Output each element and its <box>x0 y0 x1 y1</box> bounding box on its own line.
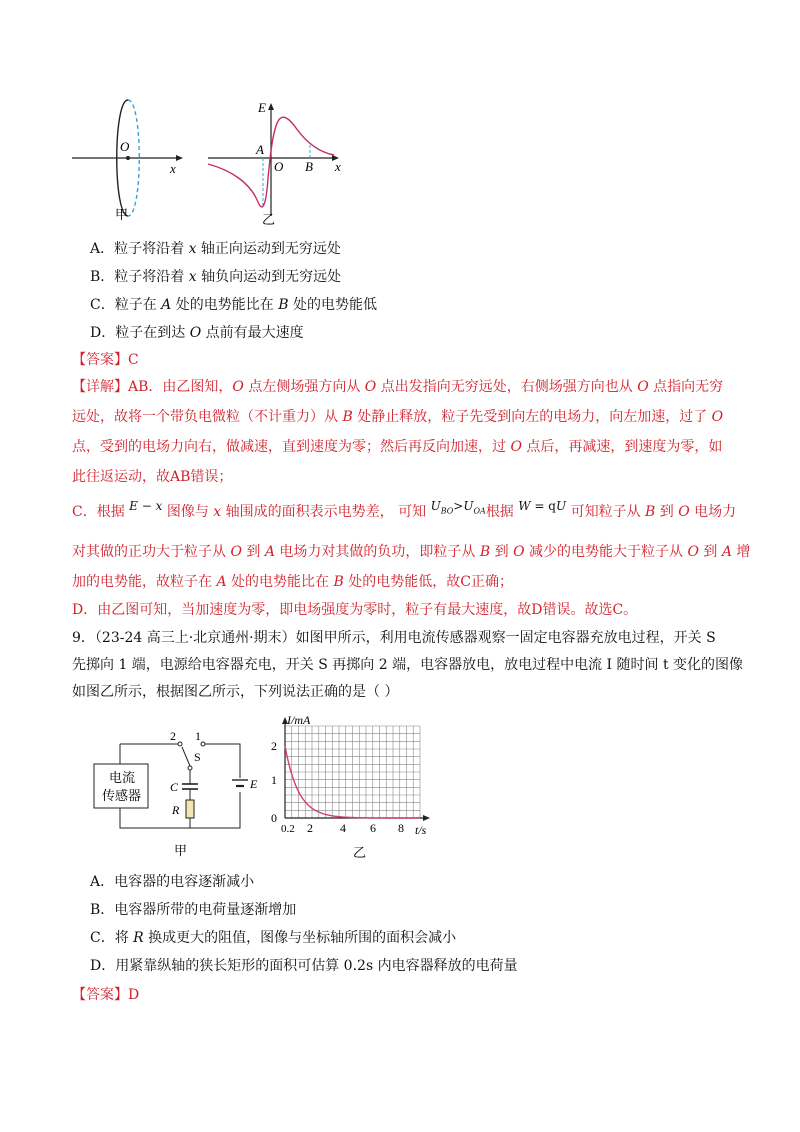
switch-s <box>182 747 190 766</box>
origin-label: O <box>120 139 130 154</box>
y-tick-0: 0 <box>271 811 277 825</box>
terminal-2-label: 2 <box>170 730 176 743</box>
q8-option-a: A．粒子将沿着 x 轴正向运动到无穷远处 <box>90 241 341 257</box>
formula-e-x: E − x <box>129 499 163 513</box>
q8-detail-line-2: 远处，故将一个带负电微粒（不计重力）从 B 处静止释放，粒子先受到向左的电场力，向左加速，过了 O <box>72 409 724 425</box>
q9-stem-line-2: 先掷向 1 端，电源给电容器充电，开关 S 再掷向 2 端，电容器放电，放电过程中电流 I 随时间 t 变化的图像 <box>72 657 744 673</box>
q8-answer: 【答案】C <box>72 352 139 368</box>
x-axis-label: x <box>335 159 341 174</box>
figure-caption-jia: 甲 <box>115 207 129 222</box>
q8-detail-line-1: 【详解】AB．由乙图知，O 点左侧场强方向从 O 点出发指向无穷远处，右侧场强方向也从 O 点指向无穷 <box>72 379 724 395</box>
switch-label: S <box>194 750 201 764</box>
figure-caption-yi-graph: 乙 <box>353 845 367 860</box>
t-axis-label: t/s <box>415 823 427 837</box>
figure-jia-circuit <box>90 730 260 865</box>
terminal-1-label: 1 <box>195 730 201 743</box>
x-tick-6: 6 <box>370 821 376 835</box>
q8-detail-line-3: 点，受到的电场力向右，做减速，直到速度为零；然后再反向加速，过 O 点后，再减速，到速度为零，如 <box>72 439 723 455</box>
q8-option-d: D．粒子在到达 O 点前有最大速度 <box>90 325 304 341</box>
figure-yi-current-graph <box>265 712 445 867</box>
q8-detail-line-8: D．由乙图可知，当加速度为零，即电场强度为零时，粒子有最大速度，故D错误。故选C。 <box>72 602 638 618</box>
formula-ubo-gt-uoa: $U_{BO}>U_{OA}$ <box>430 499 486 516</box>
q9-option-b: B．电容器所带的电荷量逐渐增加 <box>90 902 297 918</box>
q8-detail-line-6: 对其做的正功大于粒子从 O 到 A 电场力对其做的负功，即粒子从 B 到 O 减少的电势能大于粒子从 O 到 A 增 <box>72 544 751 560</box>
q8-option-b: B．粒子将沿着 x 轴负向运动到无穷远处 <box>90 269 342 285</box>
point-o-label: O <box>274 159 284 174</box>
point-a-label: A <box>256 142 264 157</box>
figure-caption-jia-circuit: 甲 <box>174 843 188 858</box>
x-tick-2: 2 <box>307 821 313 835</box>
q9-stem-line-3: 如图乙所示，根据图乙所示，下列说法正确的是（ ） <box>72 684 399 700</box>
x-axis-label: x <box>170 161 176 176</box>
q8-detail-line-7: 加的电势能，故粒子在 A 处的电势能比在 B 处的电势能低，故C正确； <box>72 574 513 590</box>
x-tick-8: 8 <box>398 821 404 835</box>
capacitor-label: C <box>170 780 179 794</box>
sensor-label-2: 传感器 <box>102 788 142 803</box>
q9-option-a: A．电容器的电容逐渐减小 <box>90 874 255 890</box>
formula-w-qu: W = qU <box>518 499 567 513</box>
figure-yi-ex-graph <box>200 98 350 228</box>
q8-option-c: C．粒子在 A 处的电势能比在 B 处的电势能低 <box>90 297 377 313</box>
figure-jia-ring <box>60 95 200 230</box>
resistor-label: R <box>172 803 180 817</box>
resistor-r <box>186 800 194 818</box>
sensor-label-1: 电流 <box>109 770 136 785</box>
q9-option-d: D．用紧靠纵轴的狭长矩形的面积可估算 0.2s 内电容器释放的电荷量 <box>90 958 518 974</box>
q9-answer: 【答案】D <box>72 987 140 1003</box>
figure-caption-yi: 乙 <box>262 212 276 227</box>
e-axis-arrow <box>268 103 274 110</box>
x-axis-arrow <box>176 155 183 161</box>
terminal-2 <box>178 742 182 746</box>
x-tick-0-2: 0.2 <box>281 823 295 835</box>
point-b-label: B <box>305 159 313 174</box>
q8-detail-line-5: C．根据 E − x 图像与 x 轴围成的面积表示电势差， 可知 $U_{BO}>U_{OA}$根据 W = qU 可知粒子从 B 到 O 电场力 <box>72 499 737 520</box>
ring-center-dot <box>126 156 130 160</box>
q8-detail-line-4: 此往返运动，故AB错误； <box>72 469 233 485</box>
y-tick-1: 1 <box>271 773 277 787</box>
q9-stem-line-1: 9．（23-24 高三上·北京通州·期末）如图甲所示，利用电流传感器观察一固定电容器充放电过程，开关 S <box>72 630 716 646</box>
t-axis-arrow <box>423 815 430 821</box>
terminal-1 <box>201 742 205 746</box>
grid <box>285 726 420 818</box>
y-tick-2: 2 <box>271 739 277 753</box>
i-axis-label: I/mA <box>287 713 311 727</box>
q9-option-c: C．将 R 换成更大的阻值，图像与坐标轴所围的面积会减小 <box>90 930 457 946</box>
emf-label: E <box>250 777 258 791</box>
x-tick-4: 4 <box>340 821 346 835</box>
e-axis-label: E <box>258 100 266 115</box>
